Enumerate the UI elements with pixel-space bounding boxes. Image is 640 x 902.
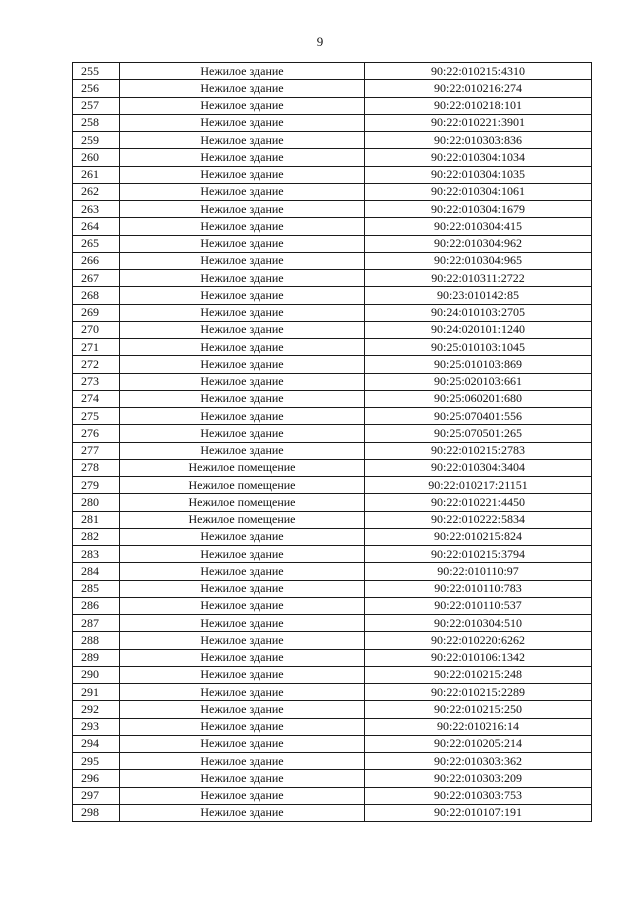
row-number-cell: 291 bbox=[73, 684, 120, 701]
cadastral-number-cell: 90:22:010110:537 bbox=[365, 597, 592, 614]
cadastral-number-cell: 90:22:010215:4310 bbox=[365, 63, 592, 80]
row-number-cell: 290 bbox=[73, 666, 120, 683]
cadastral-number-cell: 90:22:010217:21151 bbox=[365, 477, 592, 494]
object-type-cell: Нежилое здание bbox=[120, 287, 365, 304]
cadastral-number-cell: 90:22:010311:2722 bbox=[365, 270, 592, 287]
row-number-cell: 271 bbox=[73, 339, 120, 356]
object-type-cell: Нежилое здание bbox=[120, 718, 365, 735]
table-row bbox=[73, 339, 592, 356]
row-number-cell: 276 bbox=[73, 425, 120, 442]
table-row bbox=[73, 735, 592, 752]
row-number-cell: 263 bbox=[73, 201, 120, 218]
cadastral-number-cell: 90:22:010216:274 bbox=[365, 80, 592, 97]
page-number: 9 bbox=[316, 34, 324, 49]
row-number-cell: 260 bbox=[73, 149, 120, 166]
object-type-cell: Нежилое здание bbox=[120, 80, 365, 97]
cadastral-number-cell: 90:22:010218:101 bbox=[365, 97, 592, 114]
object-type-cell: Нежилое здание bbox=[120, 132, 365, 149]
cadastral-number-cell: 90:24:020101:1240 bbox=[365, 321, 592, 338]
object-type-cell: Нежилое здание bbox=[120, 787, 365, 804]
cadastral-number-cell: 90:22:010303:362 bbox=[365, 753, 592, 770]
table-row bbox=[73, 80, 592, 97]
object-type-cell: Нежилое здание bbox=[120, 684, 365, 701]
row-number-cell: 298 bbox=[73, 804, 120, 821]
table-row bbox=[73, 304, 592, 321]
row-number-cell: 274 bbox=[73, 390, 120, 407]
cadastral-number-cell: 90:22:010304:1035 bbox=[365, 166, 592, 183]
row-number-cell: 293 bbox=[73, 718, 120, 735]
cadastral-number-cell: 90:22:010222:5834 bbox=[365, 511, 592, 528]
table-row bbox=[73, 511, 592, 528]
row-number-cell: 273 bbox=[73, 373, 120, 390]
cadastral-number-cell: 90:25:060201:680 bbox=[365, 390, 592, 407]
cadastral-number-cell: 90:22:010107:191 bbox=[365, 804, 592, 821]
object-type-cell: Нежилое здание bbox=[120, 580, 365, 597]
table-row bbox=[73, 235, 592, 252]
cadastral-number-cell: 90:22:010110:97 bbox=[365, 563, 592, 580]
row-number-cell: 285 bbox=[73, 580, 120, 597]
object-type-cell: Нежилое здание bbox=[120, 701, 365, 718]
table-row bbox=[73, 408, 592, 425]
object-type-cell: Нежилое здание bbox=[120, 804, 365, 821]
object-type-cell: Нежилое здание bbox=[120, 63, 365, 80]
table-row bbox=[73, 597, 592, 614]
row-number-cell: 283 bbox=[73, 546, 120, 563]
row-number-cell: 268 bbox=[73, 287, 120, 304]
table-body bbox=[73, 63, 592, 822]
table-row bbox=[73, 787, 592, 804]
object-type-cell: Нежилое здание bbox=[120, 753, 365, 770]
object-type-cell: Нежилое здание bbox=[120, 166, 365, 183]
table-row bbox=[73, 287, 592, 304]
row-number-cell: 264 bbox=[73, 218, 120, 235]
table-row bbox=[73, 718, 592, 735]
object-type-cell: Нежилое здание bbox=[120, 270, 365, 287]
table-row bbox=[73, 183, 592, 200]
cadastral-number-cell: 90:22:010215:2783 bbox=[365, 442, 592, 459]
object-type-cell: Нежилое здание bbox=[120, 373, 365, 390]
table-row bbox=[73, 528, 592, 545]
cadastral-number-cell: 90:25:010103:869 bbox=[365, 356, 592, 373]
cadastral-number-cell: 90:22:010304:962 bbox=[365, 235, 592, 252]
object-type-cell: Нежилое здание bbox=[120, 114, 365, 131]
table-row bbox=[73, 804, 592, 821]
row-number-cell: 272 bbox=[73, 356, 120, 373]
row-number-cell: 278 bbox=[73, 459, 120, 476]
cadastral-number-cell: 90:22:010221:4450 bbox=[365, 494, 592, 511]
cadastral-number-cell: 90:25:010103:1045 bbox=[365, 339, 592, 356]
row-number-cell: 295 bbox=[73, 753, 120, 770]
cadastral-number-cell: 90:22:010303:209 bbox=[365, 770, 592, 787]
row-number-cell: 287 bbox=[73, 615, 120, 632]
row-number-cell: 282 bbox=[73, 528, 120, 545]
object-type-cell: Нежилое здание bbox=[120, 149, 365, 166]
object-type-cell: Нежилое здание bbox=[120, 304, 365, 321]
cadastral-number-cell: 90:22:010110:783 bbox=[365, 580, 592, 597]
cadastral-number-cell: 90:25:020103:661 bbox=[365, 373, 592, 390]
table-row bbox=[73, 373, 592, 390]
cadastral-number-cell: 90:22:010215:250 bbox=[365, 701, 592, 718]
object-type-cell: Нежилое здание bbox=[120, 97, 365, 114]
object-type-cell: Нежилое здание bbox=[120, 770, 365, 787]
cadastral-number-cell: 90:22:010215:2289 bbox=[365, 684, 592, 701]
table-row bbox=[73, 132, 592, 149]
object-type-cell: Нежилое здание bbox=[120, 390, 365, 407]
table-row bbox=[73, 63, 592, 80]
cadastral-number-cell: 90:22:010304:3404 bbox=[365, 459, 592, 476]
cadastral-number-cell: 90:22:010304:1061 bbox=[365, 183, 592, 200]
object-type-cell: Нежилое здание bbox=[120, 235, 365, 252]
table-row bbox=[73, 218, 592, 235]
object-type-cell: Нежилое здание bbox=[120, 408, 365, 425]
table-row bbox=[73, 390, 592, 407]
cadastral-number-cell: 90:22:010304:1034 bbox=[365, 149, 592, 166]
object-type-cell: Нежилое помещение bbox=[120, 494, 365, 511]
table-row bbox=[73, 166, 592, 183]
table-row bbox=[73, 666, 592, 683]
table-row bbox=[73, 546, 592, 563]
cadastral-number-cell: 90:22:010215:248 bbox=[365, 666, 592, 683]
table-row bbox=[73, 442, 592, 459]
row-number-cell: 286 bbox=[73, 597, 120, 614]
cadastral-number-cell: 90:22:010205:214 bbox=[365, 735, 592, 752]
table-row bbox=[73, 459, 592, 476]
object-type-cell: Нежилое здание bbox=[120, 597, 365, 614]
table-row bbox=[73, 632, 592, 649]
row-number-cell: 255 bbox=[73, 63, 120, 80]
object-type-cell: Нежилое помещение bbox=[120, 477, 365, 494]
table-row bbox=[73, 770, 592, 787]
row-number-cell: 262 bbox=[73, 183, 120, 200]
table-row bbox=[73, 580, 592, 597]
row-number-cell: 265 bbox=[73, 235, 120, 252]
object-type-cell: Нежилое здание bbox=[120, 666, 365, 683]
cadastral-number-cell: 90:22:010304:510 bbox=[365, 615, 592, 632]
object-type-cell: Нежилое здание bbox=[120, 201, 365, 218]
cadastral-number-cell: 90:22:010215:824 bbox=[365, 528, 592, 545]
row-number-cell: 297 bbox=[73, 787, 120, 804]
row-number-cell: 292 bbox=[73, 701, 120, 718]
object-type-cell: Нежилое здание bbox=[120, 528, 365, 545]
table-row bbox=[73, 425, 592, 442]
table-row bbox=[73, 477, 592, 494]
row-number-cell: 281 bbox=[73, 511, 120, 528]
object-type-cell: Нежилое здание bbox=[120, 563, 365, 580]
table-row bbox=[73, 649, 592, 666]
object-type-cell: Нежилое здание bbox=[120, 183, 365, 200]
cadastral-number-cell: 90:22:010220:6262 bbox=[365, 632, 592, 649]
object-type-cell: Нежилое здание bbox=[120, 546, 365, 563]
table-row bbox=[73, 494, 592, 511]
cadastral-number-cell: 90:24:010103:2705 bbox=[365, 304, 592, 321]
table-row bbox=[73, 356, 592, 373]
table-row bbox=[73, 270, 592, 287]
row-number-cell: 269 bbox=[73, 304, 120, 321]
object-type-cell: Нежилое здание bbox=[120, 339, 365, 356]
object-type-cell: Нежилое здание bbox=[120, 218, 365, 235]
row-number-cell: 284 bbox=[73, 563, 120, 580]
cadastral-number-cell: 90:22:010221:3901 bbox=[365, 114, 592, 131]
row-number-cell: 294 bbox=[73, 735, 120, 752]
cadastral-number-cell: 90:22:010303:836 bbox=[365, 132, 592, 149]
row-number-cell: 257 bbox=[73, 97, 120, 114]
row-number-cell: 296 bbox=[73, 770, 120, 787]
row-number-cell: 259 bbox=[73, 132, 120, 149]
object-type-cell: Нежилое помещение bbox=[120, 511, 365, 528]
row-number-cell: 261 bbox=[73, 166, 120, 183]
row-number-cell: 275 bbox=[73, 408, 120, 425]
object-type-cell: Нежилое здание bbox=[120, 632, 365, 649]
cadastral-number-cell: 90:22:010215:3794 bbox=[365, 546, 592, 563]
row-number-cell: 270 bbox=[73, 321, 120, 338]
row-number-cell: 280 bbox=[73, 494, 120, 511]
table-row bbox=[73, 201, 592, 218]
table-row bbox=[73, 114, 592, 131]
cadastral-number-cell: 90:22:010304:1679 bbox=[365, 201, 592, 218]
table-row bbox=[73, 321, 592, 338]
row-number-cell: 277 bbox=[73, 442, 120, 459]
row-number-cell: 289 bbox=[73, 649, 120, 666]
object-type-cell: Нежилое здание bbox=[120, 649, 365, 666]
table-row bbox=[73, 753, 592, 770]
cadastral-number-cell: 90:22:010304:965 bbox=[365, 252, 592, 269]
row-number-cell: 288 bbox=[73, 632, 120, 649]
table-row bbox=[73, 701, 592, 718]
cadastral-number-cell: 90:22:010304:415 bbox=[365, 218, 592, 235]
table-row bbox=[73, 149, 592, 166]
cadastral-number-cell: 90:22:010106:1342 bbox=[365, 649, 592, 666]
table-row bbox=[73, 684, 592, 701]
object-type-cell: Нежилое здание bbox=[120, 442, 365, 459]
object-type-cell: Нежилое помещение bbox=[120, 459, 365, 476]
object-type-cell: Нежилое здание bbox=[120, 615, 365, 632]
row-number-cell: 256 bbox=[73, 80, 120, 97]
table-row bbox=[73, 97, 592, 114]
row-number-cell: 267 bbox=[73, 270, 120, 287]
object-type-cell: Нежилое здание bbox=[120, 425, 365, 442]
table-row bbox=[73, 615, 592, 632]
table-row bbox=[73, 563, 592, 580]
object-type-cell: Нежилое здание bbox=[120, 252, 365, 269]
object-type-cell: Нежилое здание bbox=[120, 356, 365, 373]
cadastral-number-cell: 90:22:010303:753 bbox=[365, 787, 592, 804]
row-number-cell: 266 bbox=[73, 252, 120, 269]
object-type-cell: Нежилое здание bbox=[120, 735, 365, 752]
table-row bbox=[73, 252, 592, 269]
cadastral-number-cell: 90:23:010142:85 bbox=[365, 287, 592, 304]
cadastral-number-cell: 90:25:070501:265 bbox=[365, 425, 592, 442]
row-number-cell: 279 bbox=[73, 477, 120, 494]
object-type-cell: Нежилое здание bbox=[120, 321, 365, 338]
cadastral-number-cell: 90:22:010216:14 bbox=[365, 718, 592, 735]
row-number-cell: 258 bbox=[73, 114, 120, 131]
property-registry-table bbox=[72, 62, 592, 822]
cadastral-number-cell: 90:25:070401:556 bbox=[365, 408, 592, 425]
